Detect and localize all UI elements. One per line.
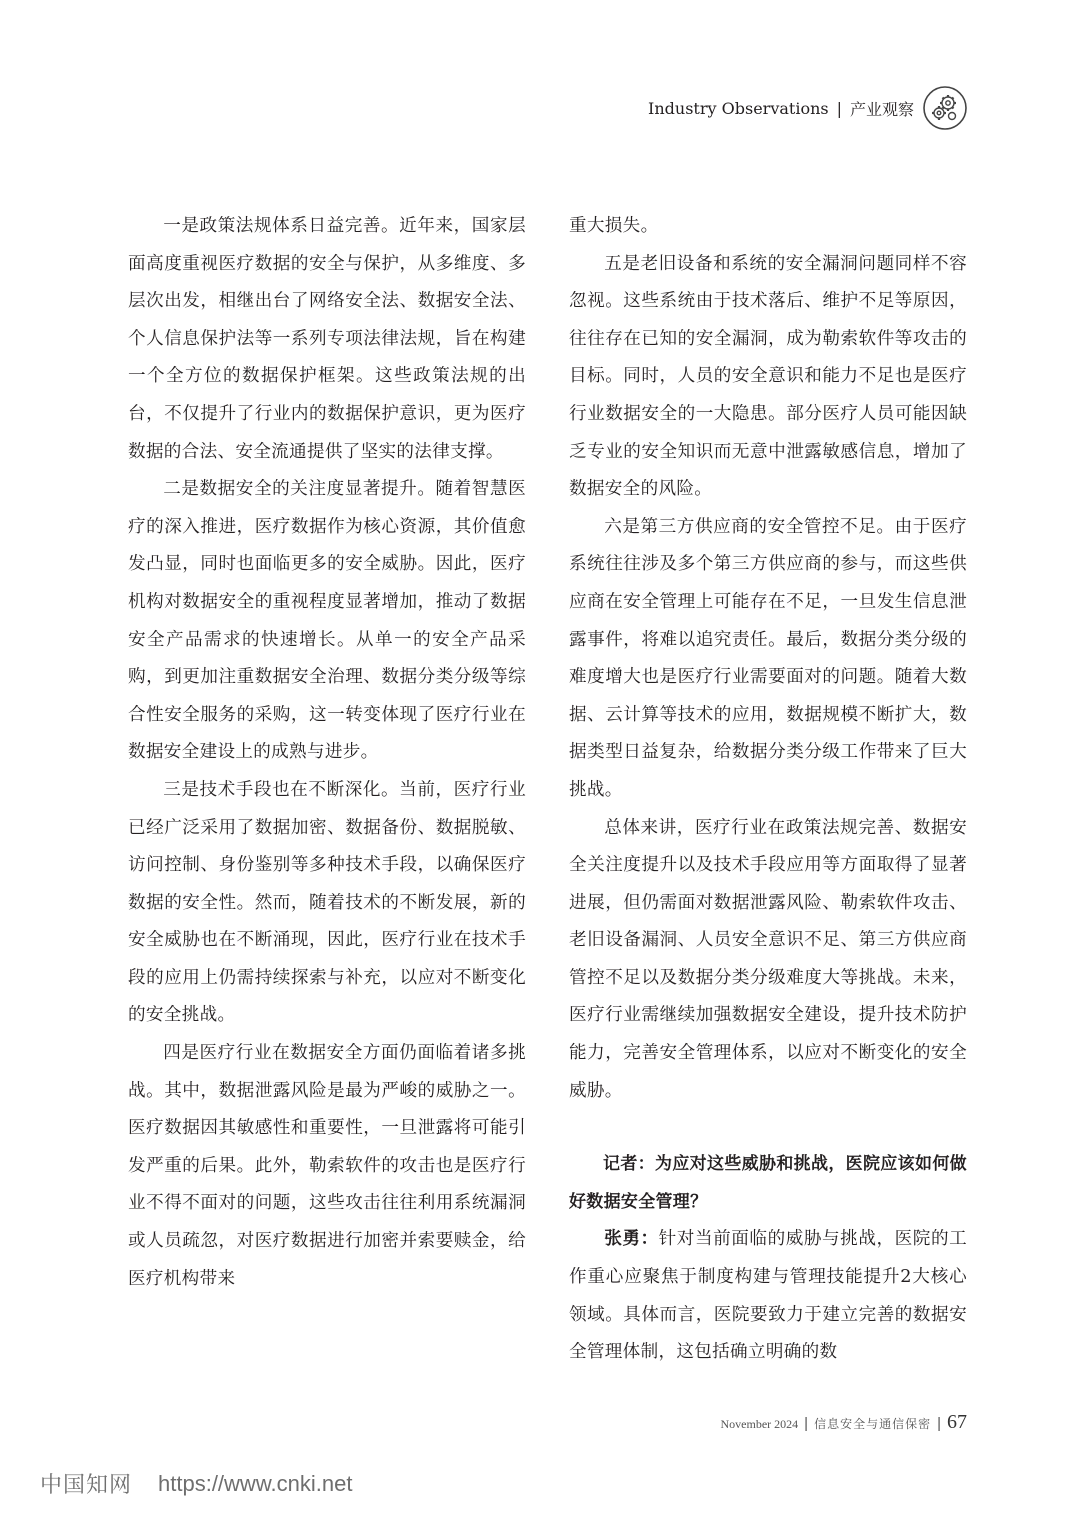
paragraph-attention: 二是数据安全的关注度显著提升。随着智慧医疗的深入推进，医疗数据作为核心资源，其价值愈发凸显，同时也面临更多的安全威胁。因此，医疗机构对数据安全的重视程度显著增加，推动了数据安全产品需求的快速增长。从单一的安全产品采购，到更加注重数据安全治理、数据分类分级等综合性安全服务的采购，这一转变体现了医疗行业在数据安全建设上的成熟与进步。 (128, 479, 526, 763)
paragraph-challenges: 四是医疗行业在数据安全方面仍面临着诸多挑战。其中，数据泄露风险是最为严峻的威胁之一。医疗数据因其敏感性和重要性，一旦泄露将可能引发严重的后果。此外，勒索软件的攻击也是医疗行业不得不面对的问题，这些攻击往往利用系统漏洞或人员疏忽，对医疗数据进行加密并索要赎金，给医疗机构带来 (128, 1043, 526, 1289)
section-title-en: Industry Observations (648, 98, 829, 118)
gears-icon (922, 85, 968, 131)
paragraph-legacy-systems: 五是老旧设备和系统的安全漏洞问题同样不容忽视。这些系统由于技术落后、维护不足等原因，往往存在已知的安全漏洞，成为勒索软件等攻击的目标。同时，人员的安全意识和能力不足也是医疗行业数据安全的一大隐患。部分医疗人员可能因缺乏专业的安全知识而无意中泄露敏感信息，增加了数据安全的风险。 (569, 253, 967, 500)
paragraph-technology: 三是技术手段也在不断深化。当前，医疗行业已经广泛采用了数据加密、数据备份、数据脱敏、访问控制、身份鉴别等多种技术手段，以确保医疗数据的安全性。然而，随着技术的不断发展，新的安全威胁也在不断涌现，因此，医疗行业在技术手段的应用上仍需持续探索与补充，以应对不断变化的安全挑战。 (128, 779, 526, 1026)
right-column (569, 208, 967, 1372)
footer-separator-2: | (937, 1415, 941, 1432)
answer-text: 针对当前面临的威胁与挑战，医院的工作重心应聚焦于制度构建与管理技能提升2大核心领域。具体而言，医院要致力于建立完善的数据安全管理体制，这包括确立明确的数 (569, 1229, 967, 1363)
left-column (128, 208, 526, 1298)
section-title-cn: 产业观察 (849, 99, 914, 119)
watermark-url[interactable]: https://www.cnki.net (158, 1470, 353, 1496)
issue-date: November 2024 (720, 1417, 799, 1431)
running-header (648, 88, 914, 128)
section-gap (569, 1110, 967, 1146)
answer-speaker: 张勇： (604, 1229, 659, 1250)
page-footer (721, 1411, 967, 1434)
interview-answer (569, 1221, 967, 1371)
journal-name: 信息安全与通信保密 (814, 1417, 932, 1431)
cnki-watermark (40, 1468, 352, 1499)
page-number: 67 (947, 1411, 967, 1433)
header-separator: | (836, 98, 842, 118)
paragraph-policy: 一是政策法规体系日益完善。近年来，国家层面高度重视医疗数据的安全与保护，从多维度、多层次出发，相继出台了网络安全法、数据安全法、个人信息保护法等一系列专项法律法规，旨在构建一个全方位的数据保护框架。这些政策法规的出台，不仅提升了行业内的数据保护意识，更为医疗数据的合法、安全流通提供了坚实的法律支撑。 (128, 216, 526, 462)
watermark-site-name: 中国知网 (40, 1473, 133, 1498)
interview-question: 记者：为应对这些威胁和挑战，医院应该如何做好数据安全管理？ (569, 1154, 967, 1212)
paragraph-continued: 重大损失。 (569, 216, 659, 236)
paragraph-third-party: 六是第三方供应商的安全管控不足。由于医疗系统往往涉及多个第三方供应商的参与，而这些供应商在安全管理上可能存在不足，一旦发生信息泄露事件，将难以追究责任。最后，数据分类分级的难度增大也是医疗行业需要面对的问题。随着大数据、云计算等技术的应用，数据规模不断扩大，数据类型日益复杂，给数据分类分级工作带来了巨大挑战。 (569, 516, 967, 800)
paragraph-summary: 总体来讲，医疗行业在政策法规完善、数据安全关注度提升以及技术手段应用等方面取得了显著进展，但仍需面对数据泄露风险、勒索软件攻击、老旧设备漏洞、人员安全意识不足、第三方供应商管控不足以及数据分类分级难度大等挑战。未来，医疗行业需继续加强数据安全建设，提升技术防护能力，完善安全管理体系，以应对不断变化的安全威胁。 (569, 817, 967, 1101)
footer-separator: | (804, 1415, 809, 1432)
